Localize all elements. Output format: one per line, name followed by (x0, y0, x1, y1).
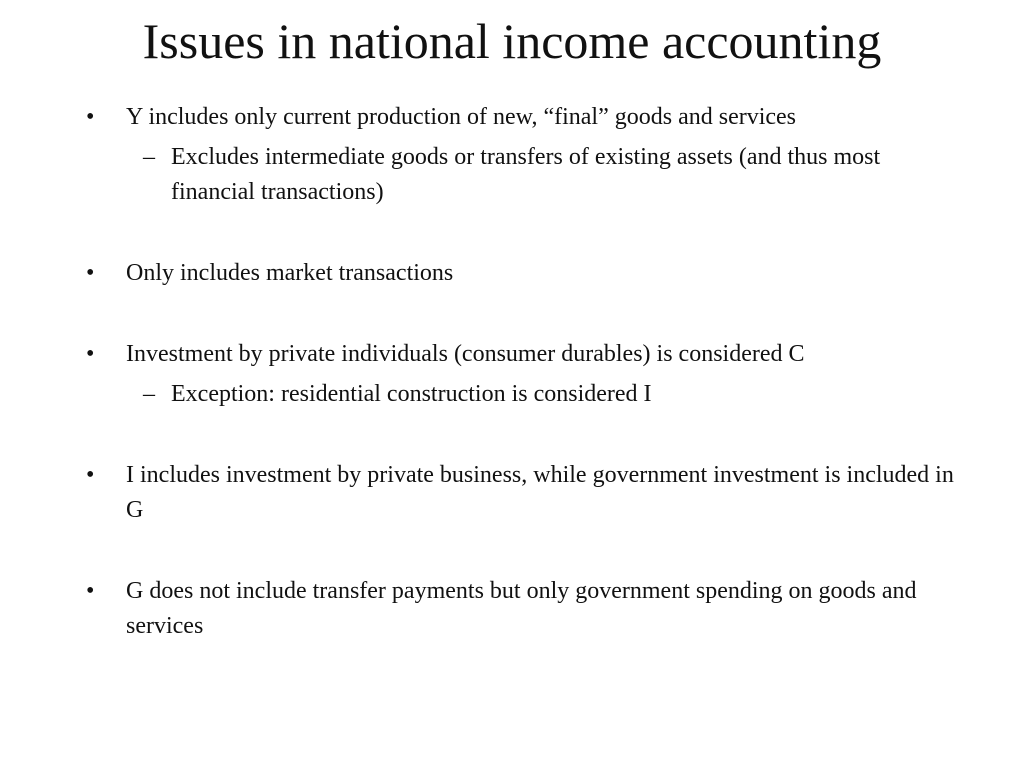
bullet-marker: • (86, 462, 95, 488)
bullet-text: I includes investment by private business, while government investment is included in G (126, 462, 954, 523)
sub-bullet-text: Excludes intermediate goods or transfers of existing assets (and thus most financial transactions) (171, 144, 881, 205)
bullet-text: G does not include transfer payments but only government spending on goods and services (126, 578, 917, 639)
dash-marker: – (143, 381, 155, 407)
bullet-text: Investment by private individuals (consumer durables) is considered C (126, 341, 805, 367)
bullet-marker: • (86, 260, 95, 286)
sub-bullet-text: Exception: residential construction is considered I (171, 381, 652, 407)
bullet-marker: • (86, 578, 95, 604)
bullet-text: Only includes market transactions (126, 260, 454, 286)
sub-bullet-item (143, 377, 956, 412)
bullet-item (86, 574, 956, 644)
dash-marker: – (143, 144, 155, 170)
bullet-item (86, 100, 956, 135)
bullet-item (86, 458, 956, 528)
bullet-list (86, 100, 956, 644)
slide-title: Issues in national income accounting (142, 13, 882, 69)
bullet-text: Y includes only current production of new, “final” goods and services (126, 104, 797, 130)
bullet-marker: • (86, 341, 95, 367)
bullet-marker: • (86, 104, 95, 130)
bullet-item (86, 256, 956, 291)
sub-bullet-item (143, 140, 956, 210)
bullet-item (86, 337, 956, 372)
